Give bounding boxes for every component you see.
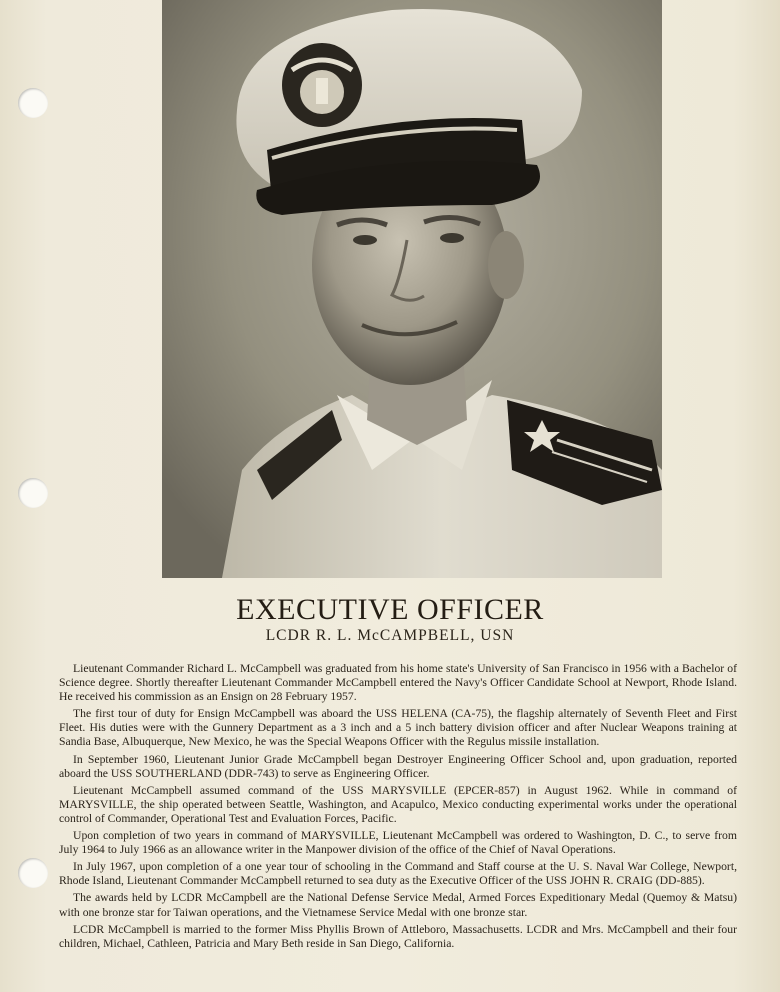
binder-hole	[18, 478, 48, 508]
biography-paragraph: LCDR McCampbell is married to the former Miss Phyllis Brown of Attleboro, Massachusetts. LCDR and Mrs. McCampbell and their four children, Michael, Cathleen, Patricia and Mary Beth reside in San Diego, California.	[59, 922, 737, 950]
biography-paragraph: The first tour of duty for Ensign McCampbell was aboard the USS HELENA (CA-75), the flagship alternately of Seventh Fleet and First Fleet. His duties were with the Gunnery Department as a 3 inch and a 5 inch battery division officer and after Nuclear Weapons training at Sandia Base, Albuquerque, New Mexico, he was the Special Weapons Officer with the Regulus missile installation.	[59, 707, 737, 749]
binder-hole	[18, 858, 48, 888]
officer-name-subtitle: LCDR R. L. McCAMPBELL, USN	[265, 627, 515, 644]
binder-hole	[18, 88, 48, 118]
biography-text	[59, 662, 737, 954]
biography-paragraph: Lieutenant McCampbell assumed command of the USS MARYSVILLE (EPCER-857) in August 1962. While in command of MARYSVILLE, the ship operated between Seattle, Washington, and Acapulco, Mexico conducting experimental works under the operational control of Commander, Operational Test and Evaluation Forces, Pacific.	[59, 783, 737, 825]
biography-paragraph: The awards held by LCDR McCampbell are the National Defense Service Medal, Armed Forces Expeditionary Medal (Quemoy & Matsu) with one bronze star for Taiwan operations, and the Vietnamese Service Medal with one bronze star.	[59, 891, 737, 919]
page-title: EXECUTIVE OFFICER	[236, 593, 544, 626]
portrait-photo	[162, 0, 662, 578]
biography-paragraph: In September 1960, Lieutenant Junior Grade McCampbell began Destroyer Engineering Officer School and, upon graduation, reported aboard the USS SOUTHERLAND (DDR-743) to serve as Engineering Officer.	[59, 752, 737, 780]
biography-paragraph: Upon completion of two years in command of MARYSVILLE, Lieutenant McCampbell was ordered to Washington, D. C., to serve from July 1964 to July 1966 as an allowance writer in the Manpower division of the office of the Chief of Naval Operations.	[59, 829, 737, 857]
biography-paragraph: Lieutenant Commander Richard L. McCampbell was graduated from his home state's University of San Francisco in 1956 with a Bachelor of Science degree. Shortly thereafter Lieutenant Commander McCampbell entered the Navy's Officer Candidate School at Newport, Rhode Island. He received his commission as an Ensign on 28 February 1957.	[59, 662, 737, 704]
biography-paragraph: In July 1967, upon completion of a one year tour of schooling in the Command and Staff course at the U. S. Naval War College, Newport, Rhode Island, Lieutenant Commander McCampbell returned to sea duty as the Executive Officer of the USS JOHN R. CRAIG (DD-885).	[59, 860, 737, 888]
